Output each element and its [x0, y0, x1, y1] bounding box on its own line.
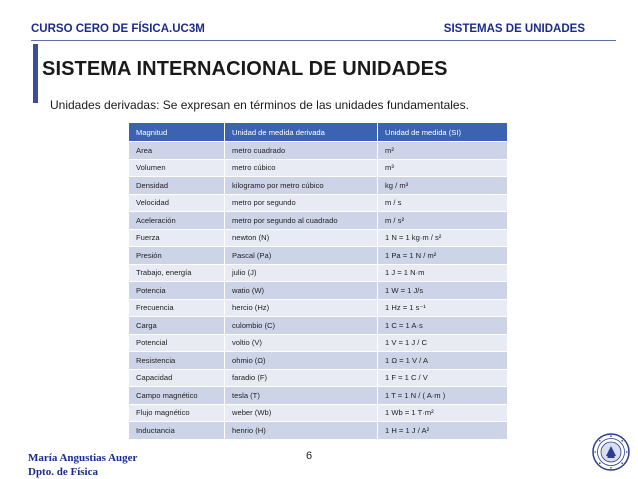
- cell-unidad-derivada: tesla (T): [225, 387, 378, 405]
- table-row: [129, 159, 508, 177]
- cell-unidad-si: m³: [378, 159, 508, 177]
- table-row: [129, 369, 508, 387]
- cell-unidad-derivada: metro cúbico: [225, 159, 378, 177]
- cell-unidad-si: m / s²: [378, 212, 508, 230]
- cell-unidad-derivada: ohmio (Ω): [225, 352, 378, 370]
- section-header: SISTEMAS DE UNIDADES: [443, 23, 585, 35]
- university-seal-icon: [592, 433, 630, 471]
- table-row: [129, 229, 508, 247]
- cell-unidad-derivada: faradio (F): [225, 369, 378, 387]
- cell-unidad-derivada: newton (N): [225, 229, 378, 247]
- cell-unidad-derivada: julio (J): [225, 264, 378, 282]
- column-header-unidad-derivada: Unidad de medida derivada: [225, 123, 378, 142]
- cell-magnitud: Frecuencia: [129, 299, 225, 317]
- cell-unidad-derivada: weber (Wb): [225, 404, 378, 422]
- cell-unidad-si: m / s: [378, 194, 508, 212]
- author-name: María Angustias Auger: [28, 452, 138, 464]
- table-row: [129, 317, 508, 335]
- cell-unidad-si: 1 F = 1 C / V: [378, 369, 508, 387]
- cell-unidad-derivada: metro por segundo: [225, 194, 378, 212]
- table-body: [129, 142, 508, 440]
- table-row: [129, 299, 508, 317]
- cell-unidad-si: 1 V = 1 J / C: [378, 334, 508, 352]
- footer-author-block: [28, 451, 137, 479]
- table-row: [129, 387, 508, 405]
- course-header: CURSO CERO DE FÍSICA.UC3M: [31, 23, 205, 35]
- cell-unidad-derivada: henrio (H): [225, 422, 378, 440]
- cell-magnitud: Velocidad: [129, 194, 225, 212]
- cell-unidad-derivada: voltio (V): [225, 334, 378, 352]
- cell-unidad-derivada: Pascal (Pa): [225, 247, 378, 265]
- cell-unidad-derivada: culombio (C): [225, 317, 378, 335]
- table-row: [129, 247, 508, 265]
- cell-magnitud: Resistencia: [129, 352, 225, 370]
- cell-unidad-si: 1 T = 1 N / ( A·m ): [378, 387, 508, 405]
- cell-unidad-si: 1 H = 1 J / A²: [378, 422, 508, 440]
- cell-magnitud: Presión: [129, 247, 225, 265]
- title-accent-bar: [33, 44, 38, 103]
- column-header-magnitud: Magnitud: [129, 123, 225, 142]
- cell-unidad-derivada: watio (W): [225, 282, 378, 300]
- table-row: [129, 177, 508, 195]
- cell-unidad-derivada: metro por segundo al cuadrado: [225, 212, 378, 230]
- cell-magnitud: Campo magnético: [129, 387, 225, 405]
- cell-magnitud: Capacidad: [129, 369, 225, 387]
- cell-unidad-si: 1 J = 1 N·m: [378, 264, 508, 282]
- page-number: 6: [306, 450, 313, 462]
- department-name: Dpto. de Física: [28, 466, 98, 478]
- cell-unidad-derivada: metro cuadrado: [225, 142, 378, 160]
- cell-magnitud: Trabajo, energía: [129, 264, 225, 282]
- cell-unidad-si: 1 Hz = 1 s⁻¹: [378, 299, 508, 317]
- cell-magnitud: Potencia: [129, 282, 225, 300]
- cell-unidad-si: 1 N = 1 kg·m / s²: [378, 229, 508, 247]
- cell-unidad-si: 1 C = 1 A·s: [378, 317, 508, 335]
- cell-magnitud: Area: [129, 142, 225, 160]
- cell-unidad-si: kg / m³: [378, 177, 508, 195]
- cell-magnitud: Volumen: [129, 159, 225, 177]
- cell-magnitud: Densidad: [129, 177, 225, 195]
- table-row: [129, 404, 508, 422]
- cell-unidad-derivada: hercio (Hz): [225, 299, 378, 317]
- column-header-unidad-si: Unidad de medida (SI): [378, 123, 508, 142]
- cell-magnitud: Carga: [129, 317, 225, 335]
- cell-unidad-si: 1 W = 1 J/s: [378, 282, 508, 300]
- table-row: [129, 142, 508, 160]
- table-row: [129, 194, 508, 212]
- cell-unidad-si: 1 Wb = 1 T·m²: [378, 404, 508, 422]
- table-row: [129, 264, 508, 282]
- cell-magnitud: Flujo magnético: [129, 404, 225, 422]
- cell-magnitud: Potencial: [129, 334, 225, 352]
- table-row: [129, 422, 508, 440]
- cell-unidad-si: 1 Pa = 1 N / m²: [378, 247, 508, 265]
- table-row: [129, 334, 508, 352]
- page-title: SISTEMA INTERNACIONAL DE UNIDADES: [42, 58, 448, 80]
- cell-unidad-si: 1 Ω = 1 V / A: [378, 352, 508, 370]
- table-row: [129, 282, 508, 300]
- page-subtitle: Unidades derivadas: Se expresan en términos de las unidades fundamentales.: [50, 98, 469, 112]
- derived-units-table: [128, 122, 508, 440]
- table-row: [129, 352, 508, 370]
- cell-magnitud: Inductancia: [129, 422, 225, 440]
- header-divider: [31, 40, 616, 41]
- cell-unidad-si: m²: [378, 142, 508, 160]
- table-row: [129, 212, 508, 230]
- cell-magnitud: Fuerza: [129, 229, 225, 247]
- cell-unidad-derivada: kilogramo por metro cúbico: [225, 177, 378, 195]
- table-header-row: [129, 123, 508, 142]
- cell-magnitud: Aceleración: [129, 212, 225, 230]
